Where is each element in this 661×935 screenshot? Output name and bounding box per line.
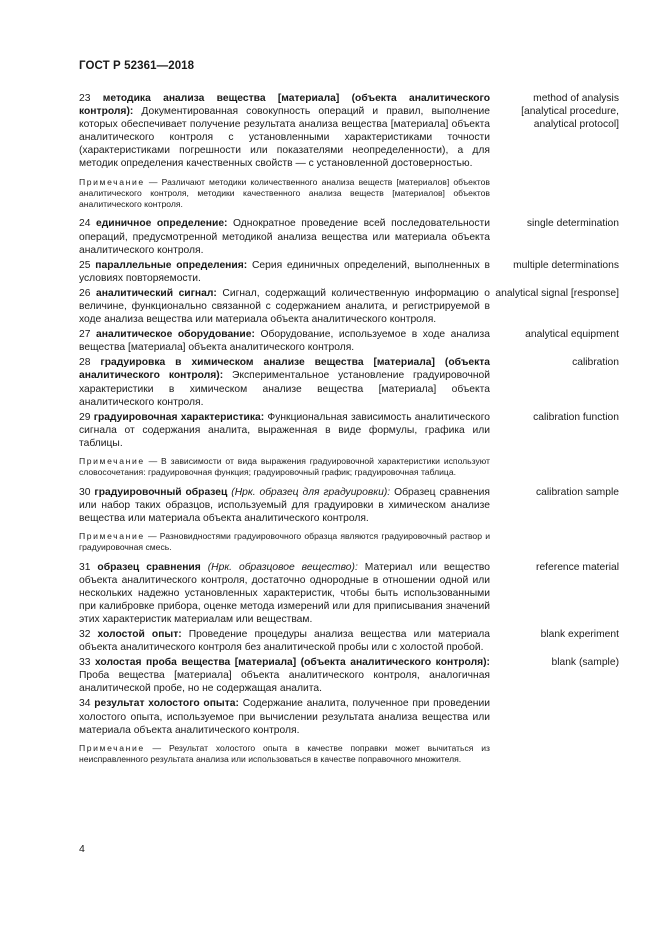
term-text: Однократное проведение всей последовательности операций, предусмотренной методикой анализа вещества или материала объекта аналитического контроля.	[79, 218, 491, 256]
english-equivalent: reference material	[536, 561, 619, 573]
term-title: образец сравнения	[97, 561, 201, 573]
term-definition	[79, 217, 490, 256]
english-equivalent: single determination	[526, 218, 619, 230]
term-title: аналитическое оборудование:	[96, 329, 255, 341]
term-definition	[79, 287, 490, 326]
note-label: Примечание	[79, 742, 145, 753]
term-text: Сигнал, содержащий количественную информацию о величине, функционально связанной с содержанием аналита, и регистрируемой в ходе анализа вещества или материала объекта аналитического контроля.	[79, 287, 490, 326]
term-title: градуировочный образец	[94, 486, 228, 498]
term-entry	[79, 486, 619, 525]
term-text: Проведение процедуры анализа вещества или материала объекта аналитического контроля без аналитической пробы или с холостой пробой.	[79, 628, 490, 654]
term-nonrecommended: (Нрк. образцовое вещество):	[200, 561, 358, 573]
note-text: — Результат холостого опыта в качестве поправки может вычитаться из неисправленного результата анализа или использоваться в качестве поправочного множителя.	[79, 742, 490, 765]
english-equivalent: calibration sample	[536, 486, 619, 498]
english-equivalent: blank experiment	[540, 628, 619, 640]
term-number: 31	[79, 561, 91, 573]
term-number: 24	[79, 218, 91, 230]
term-entry	[79, 356, 619, 408]
term-number: 30	[79, 486, 91, 498]
term-entry	[79, 628, 619, 654]
term-title: градуировка в химическом анализе вещества [материала] (объекта аналитического контроля):	[79, 357, 490, 382]
term-definition	[79, 259, 490, 285]
term-definition	[79, 486, 490, 525]
term-number: 33	[79, 657, 91, 669]
term-number: 32	[79, 628, 91, 640]
term-entry	[79, 656, 619, 695]
term-number: 27	[79, 329, 91, 341]
note-label: Примечание	[79, 456, 145, 467]
term-definition	[79, 328, 490, 354]
english-equivalent: multiple determinations	[513, 259, 619, 271]
note-text: — В зависимости от вида выражения градуировочной характеристики используют словосочетания: градуировочная функция; градуировочный график; градуировочная таблица.	[79, 456, 490, 478]
term-title: холостой опыт:	[97, 628, 182, 640]
term-definition	[79, 697, 490, 736]
english-equivalent: method of analysis [analytical procedure, analytical protocol]	[521, 93, 619, 131]
term-text: Содержание аналита, полученное при проведении холостого опыта, используемое при вычислении результата анализа вещества или материала объекта аналитического контроля.	[79, 698, 490, 736]
term-text: Оборудование, используемое в ходе анализа вещества [материала] объекта аналитического контроля.	[79, 329, 490, 354]
note-text: — Разновидностями градуировочного образца являются градуировочный раствор и градуировочная смесь.	[79, 530, 490, 553]
term-number: 26	[79, 287, 91, 299]
note-text: — Различают методики количественного анализа веществ [материалов] объектов аналитического контроля, методики качественного анализа веществ [материалов] объектов аналитического контроля.	[79, 176, 490, 210]
term-title: методика анализа вещества [материала] (объекта аналитического контроля):	[79, 93, 490, 118]
term-number: 34	[79, 698, 91, 710]
term-text: Функциональная зависимость аналитического сигнала от содержания аналита, выраженная в виде формулы, графика или таблицы.	[79, 411, 491, 449]
term-entry	[79, 411, 619, 450]
term-definition	[79, 356, 490, 408]
note-label: Примечание	[79, 530, 145, 541]
term-entry	[79, 697, 619, 736]
term-entry	[79, 217, 619, 256]
english-equivalent: blank (sample)	[551, 657, 619, 669]
note-label: Примечание	[79, 176, 145, 187]
term-title: единичное определение:	[95, 218, 228, 230]
terms-list	[79, 92, 619, 772]
note	[79, 177, 490, 211]
note	[79, 456, 490, 479]
term-text: Серия единичных определений, выполненных в условиях повторяемости.	[79, 259, 490, 284]
term-number: 23	[79, 93, 91, 104]
term-definition	[79, 628, 490, 654]
term-entry	[79, 561, 619, 626]
term-definition	[79, 411, 490, 450]
term-text: Документированная совокупность операций и правил, выполнение которых обеспечивает получение результата анализа вещества [материала] объекта аналитического контроля с установленными характеристиками точности (характеристиками погрешности или показателями неопределенности), а для методик определения качественных свойств — с установленной достоверностью.	[79, 106, 490, 170]
term-number: 29	[79, 411, 91, 423]
term-title: параллельные определения:	[95, 259, 248, 271]
term-entry	[79, 92, 619, 171]
term-number: 28	[79, 357, 91, 369]
term-definition	[79, 656, 490, 695]
english-equivalent: calibration	[572, 357, 619, 369]
term-definition	[79, 92, 490, 171]
note	[79, 743, 490, 766]
term-text: Экспериментальное установление градуировочной характеристики в химическом анализе вещества [материала] объекта аналитического контроля.	[79, 370, 490, 408]
term-title: холостая проба вещества [материала] (объекта аналитического контроля):	[94, 657, 490, 669]
english-equivalent: analytical signal [response]	[495, 287, 619, 299]
term-definition	[79, 561, 490, 626]
term-entry	[79, 259, 619, 285]
english-equivalent	[493, 697, 619, 736]
term-text: Проба вещества [материала] объекта аналитического контроля, аналогичная аналитической пробе, но не содержащая аналита.	[79, 670, 490, 695]
note	[79, 531, 490, 554]
english-equivalent: analytical equipment	[525, 329, 619, 341]
english-equivalent: calibration function	[533, 411, 619, 423]
term-title: градуировочная характеристика:	[93, 411, 265, 423]
document-header: ГОСТ Р 52361—2018	[79, 60, 195, 72]
term-text: Образец сравнения или набор таких образцов, используемый для градуировки в химическом анализе вещества или материала объекта аналитического контроля.	[79, 486, 490, 524]
term-text: Материал или вещество объекта аналитического контроля, достаточно однородные в отношении одной или нескольких надежно установленных характеристик, чтобы быть использованными при калибровке прибора, оценке метода измерений или для приписывания значений этих характеристик материалам или веществам.	[79, 561, 490, 625]
term-number: 25	[79, 259, 91, 271]
page-number: 4	[79, 843, 85, 855]
term-title: результат холостого опыта:	[94, 698, 239, 710]
term-nonrecommended: (Нрк. образец для градуировки):	[227, 486, 391, 498]
term-entry	[79, 287, 619, 326]
term-entry	[79, 328, 619, 354]
term-title: аналитический сигнал:	[96, 287, 217, 299]
